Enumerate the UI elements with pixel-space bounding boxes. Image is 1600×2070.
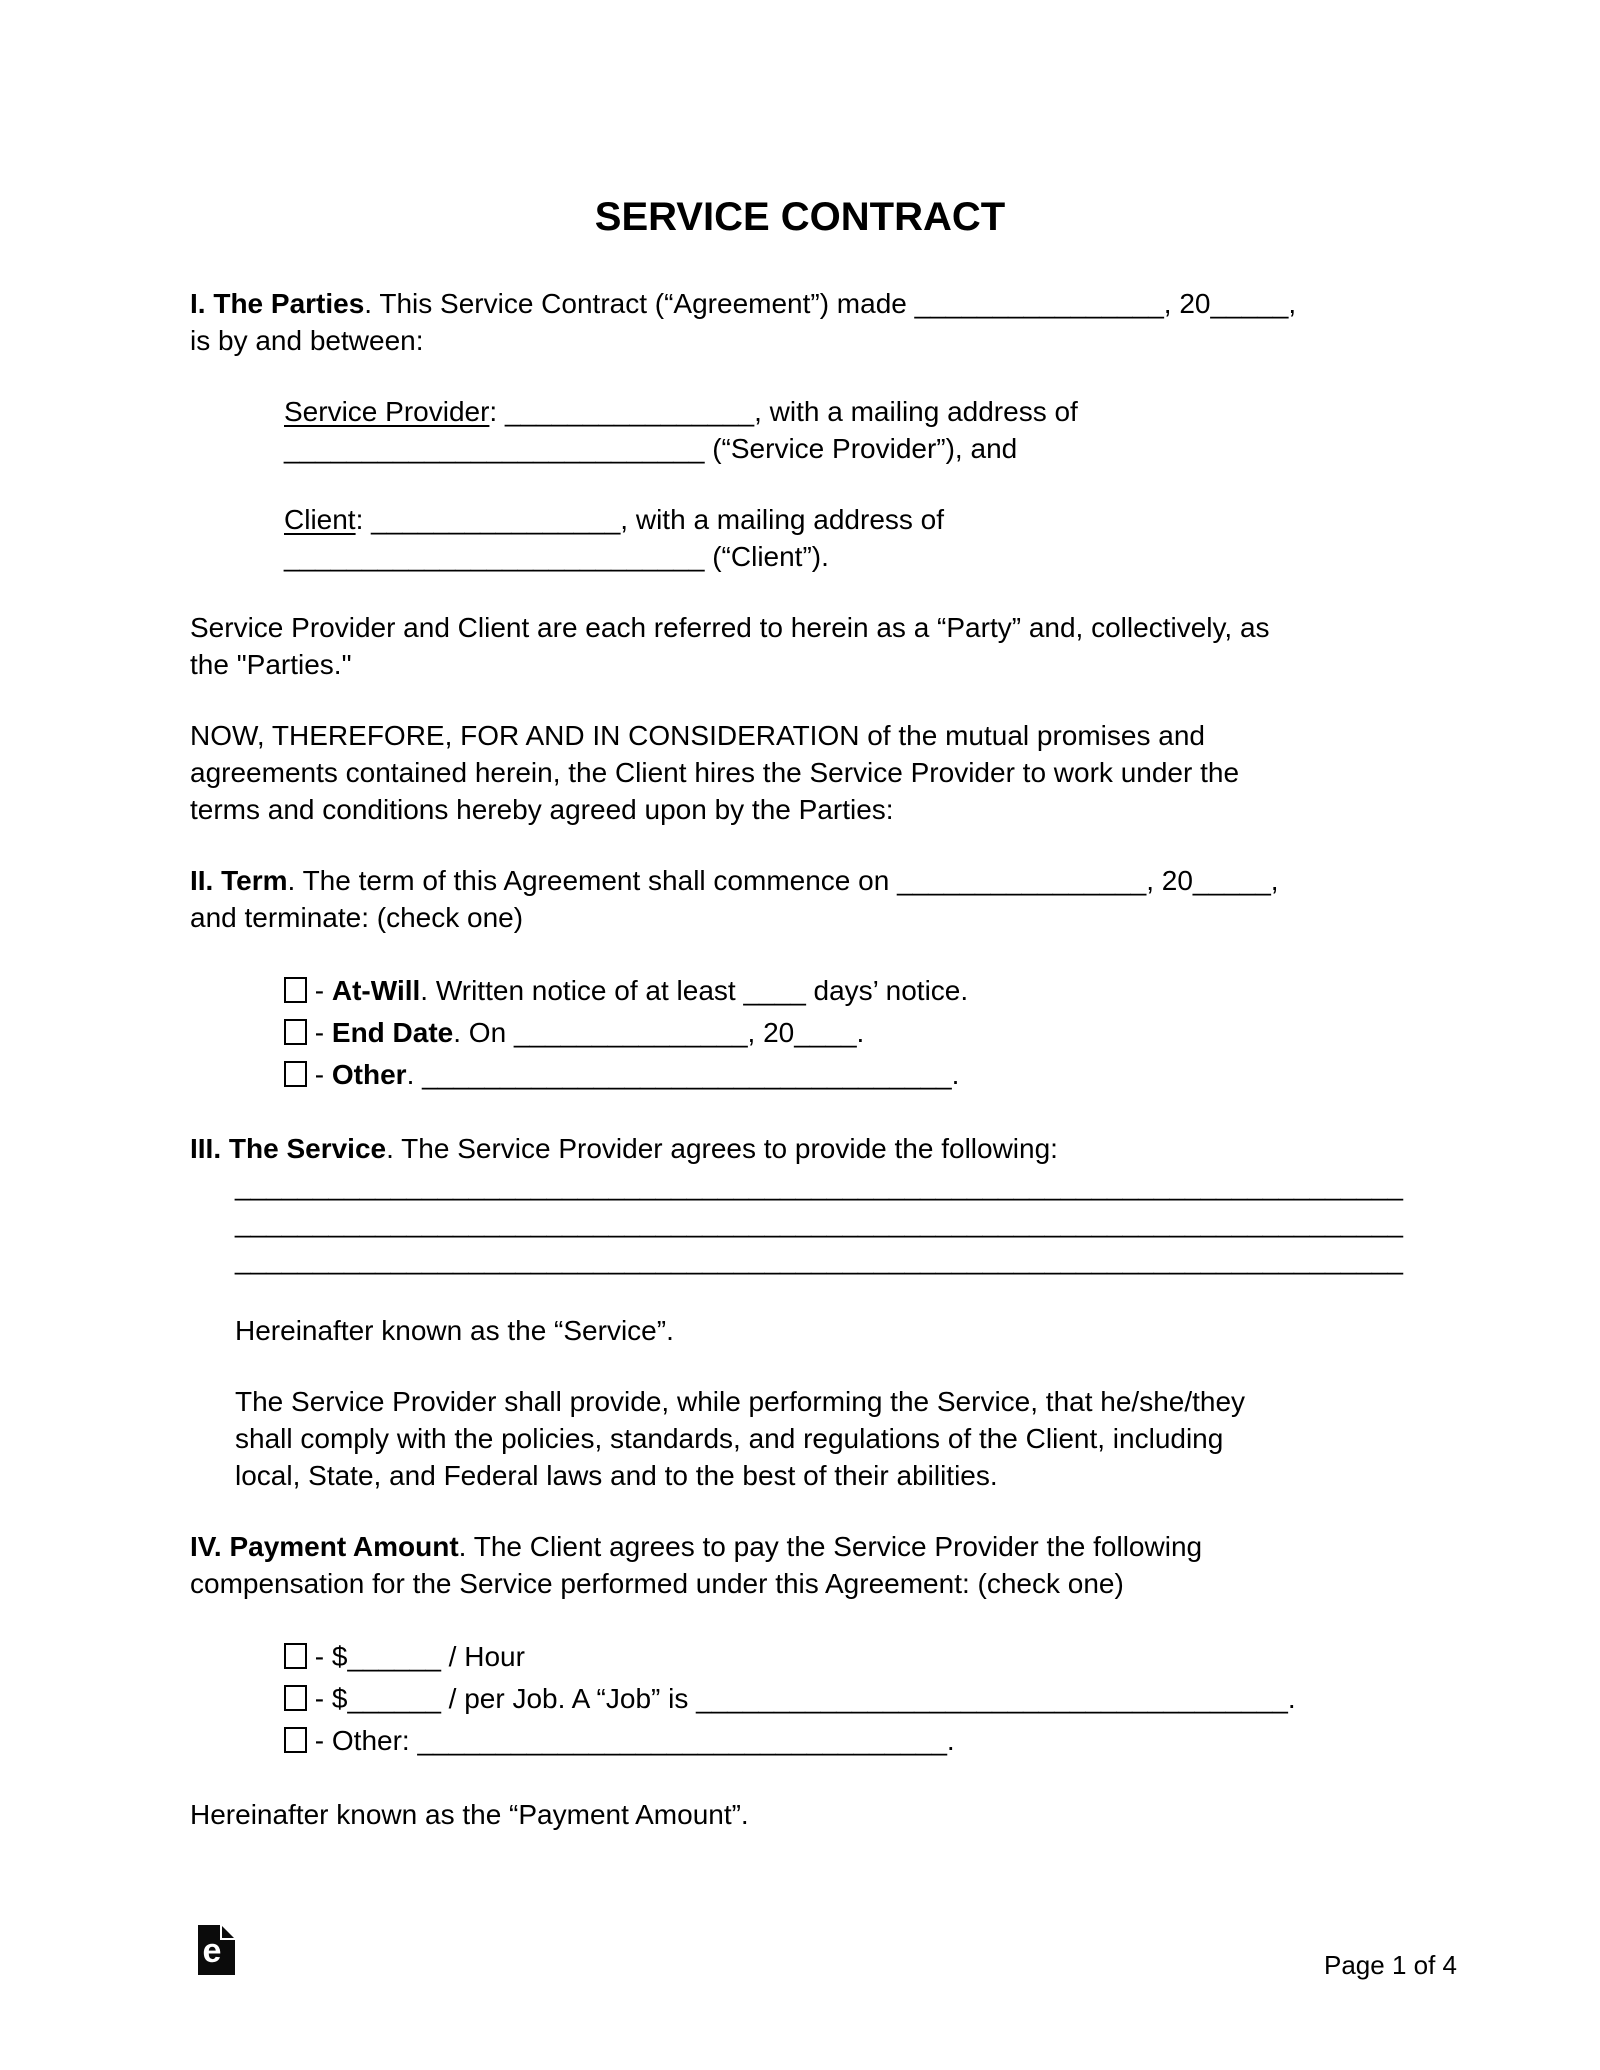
option-label: At-Will — [331, 975, 421, 1006]
option-separator: - — [307, 1017, 332, 1048]
option-text: Other: __________________________________. — [331, 1725, 955, 1756]
option-separator: - — [307, 1683, 332, 1714]
text-line: The Service Provider shall provide, while performing the Service, that he/she/they — [235, 1386, 1246, 1417]
option-text: . __________________________________. — [406, 1059, 960, 1090]
option-separator: - — [307, 1725, 332, 1756]
option-text: $______ / Hour — [331, 1641, 525, 1672]
text-line: the "Parties." — [190, 649, 352, 680]
page-number: Page 1 of 4 — [1324, 1950, 1457, 1980]
text-line — [190, 285, 1410, 322]
section-parties-heading — [190, 285, 1410, 359]
checkbox-payment-other-icon[interactable] — [284, 1727, 307, 1753]
term-line1-rest: . The term of this Agreement shall commence on ________________, 20_____, — [287, 865, 1279, 896]
text-line: is by and between: — [190, 325, 424, 356]
option-label: Other — [331, 1059, 407, 1090]
option-separator: - — [307, 975, 332, 1006]
section-parties-lead: I. The Parties — [190, 288, 365, 319]
text-line: compensation for the Service performed under this Agreement: (check one) — [190, 1568, 1124, 1599]
text-line — [284, 501, 1410, 538]
term-options — [190, 970, 1410, 1096]
checkbox-hourly-icon[interactable] — [284, 1643, 307, 1669]
service-description-blanks — [190, 1167, 1410, 1278]
payment-option-other — [190, 1720, 1410, 1762]
service-provider-block — [190, 393, 1410, 467]
text-line: and terminate: (check one) — [190, 902, 524, 933]
payment-line1-rest: . The Client agrees to pay the Service Provider the following — [458, 1531, 1203, 1562]
parties-collective-paragraph — [190, 609, 1410, 683]
section-term-heading — [190, 862, 1410, 936]
checkbox-term-other-icon[interactable] — [284, 1061, 307, 1087]
text-line: Hereinafter known as the “Service”. — [235, 1315, 674, 1346]
term-option-end-date — [190, 1012, 1410, 1054]
client-label: Client — [284, 504, 356, 535]
logo-letter: e — [202, 1932, 222, 1970]
term-option-other — [190, 1054, 1410, 1096]
option-text: . On _______________, 20____. — [453, 1017, 865, 1048]
text-line: Service Provider and Client are each referred to herein as a “Party” and, collectively, as — [190, 612, 1270, 643]
service-hereinafter-paragraph — [190, 1312, 1410, 1349]
section-service-lead: III. The Service — [190, 1133, 387, 1164]
option-separator: - — [307, 1059, 332, 1090]
text-line — [284, 393, 1410, 430]
payment-options — [190, 1636, 1410, 1762]
option-text: . Written notice of at least ____ days’ notice. — [420, 975, 969, 1006]
text-line: shall comply with the policies, standards, and regulations of the Client, including — [235, 1423, 1224, 1454]
parties-line1-rest: . This Service Contract (“Agreement”) made ________________, 20_____, — [364, 288, 1297, 319]
blank-line: ___________________________________________________________________________ — [235, 1207, 1403, 1238]
service-provider-address-blank: ___________________________ (“Service Provider”), and — [284, 433, 1018, 464]
section-payment-lead: IV. Payment Amount — [190, 1531, 459, 1562]
section-term-lead: II. Term — [190, 865, 288, 896]
term-option-at-will — [190, 970, 1410, 1012]
service-provider-label: Service Provider — [284, 396, 490, 427]
checkbox-per-job-icon[interactable] — [284, 1685, 307, 1711]
eforms-logo — [198, 1925, 235, 1975]
payment-option-per-job — [190, 1678, 1410, 1720]
text-line — [190, 1528, 1410, 1565]
text-line — [190, 1130, 1410, 1167]
checkbox-at-will-icon[interactable] — [284, 977, 307, 1003]
section-service-heading — [190, 1130, 1410, 1167]
blank-line: ___________________________________________________________________________ — [235, 1170, 1403, 1201]
service-line1-rest: . The Service Provider agrees to provide the following: — [386, 1133, 1058, 1164]
checkbox-end-date-icon[interactable] — [284, 1019, 307, 1045]
client-address-blank: ___________________________ (“Client”). — [284, 541, 829, 572]
option-text: $______ / per Job. A “Job” is ______________________________________. — [331, 1683, 1296, 1714]
payment-hereinafter-paragraph — [190, 1796, 1410, 1833]
blank-line: ___________________________________________________________________________ — [235, 1244, 1403, 1275]
section-payment-heading — [190, 1528, 1410, 1602]
document-title: SERVICE CONTRACT — [594, 195, 1006, 239]
client-block — [190, 501, 1410, 575]
text-line: Hereinafter known as the “Payment Amount”. — [190, 1799, 749, 1830]
service-compliance-paragraph — [190, 1383, 1410, 1494]
payment-option-hourly — [190, 1636, 1410, 1678]
text-line: terms and conditions hereby agreed upon by the Parties: — [190, 794, 894, 825]
text-line: agreements contained herein, the Client hires the Service Provider to work under the — [190, 757, 1240, 788]
option-label: End Date — [331, 1017, 454, 1048]
text-line — [190, 862, 1410, 899]
client-line1-rest: : ________________, with a mailing address of — [355, 504, 945, 535]
consideration-paragraph — [190, 717, 1410, 828]
service-provider-line1-rest: : ________________, with a mailing address of — [489, 396, 1078, 427]
text-line: NOW, THEREFORE, FOR AND IN CONSIDERATION of the mutual promises and — [190, 720, 1205, 751]
option-separator: - — [307, 1641, 332, 1672]
text-line: local, State, and Federal laws and to the best of their abilities. — [235, 1460, 998, 1491]
